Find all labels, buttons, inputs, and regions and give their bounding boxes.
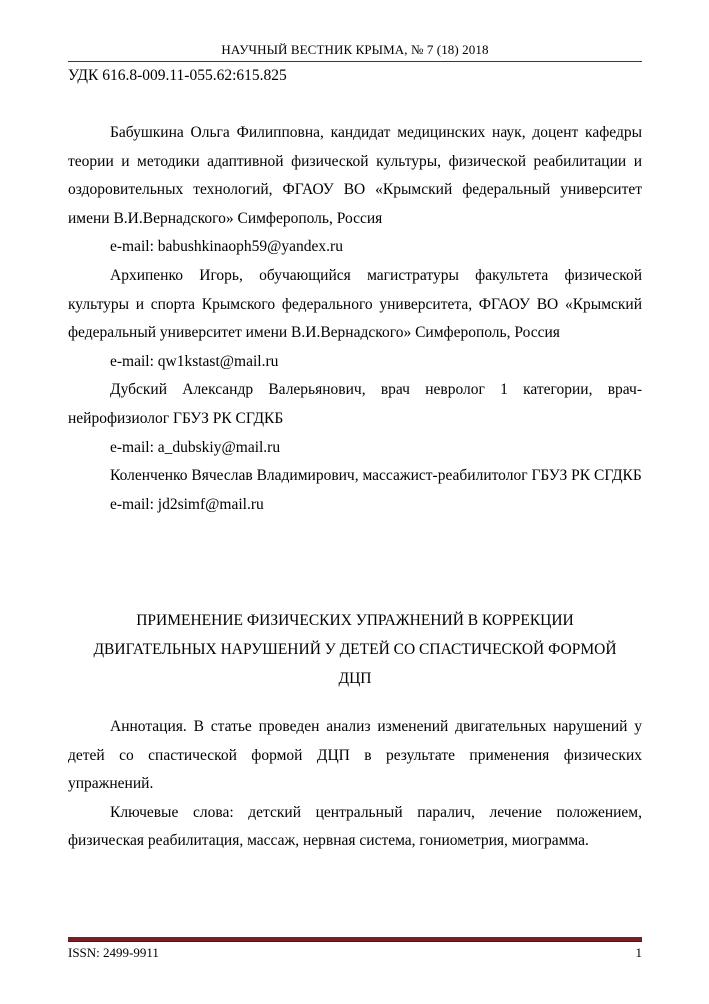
author-info: Бабушкина Ольга Филипповна, кандидат медицинских наук, доцент кафедры теории и методики адаптивной физической культуры, физической реабилитации и оздоровительных технологий, ФГАОУ ВО «Крымский федеральный университет имени В.И.Вернадского» Симферополь, Россия xyxy=(68,124,642,227)
header-divider xyxy=(68,61,642,62)
udk-code: УДК 616.8-009.11-055.62:615.825 xyxy=(68,67,287,84)
author-email: e-mail: jd2simf@mail.ru xyxy=(110,495,264,513)
author-email: e-mail: qw1kstast@mail.ru xyxy=(110,352,279,370)
article-title xyxy=(68,606,642,693)
author-info: Дубский Александр Валерьянович, врач невролог 1 категории, врач-нейрофизиолог ГБУЗ РК СГДКБ xyxy=(68,381,642,427)
page-number: 1 xyxy=(635,945,642,960)
author-email: e-mail: a_dubskiy@mail.ru xyxy=(110,438,281,456)
footer-divider xyxy=(68,937,642,941)
author-email: e-mail: babushkinaoph59@yandex.ru xyxy=(110,238,343,256)
journal-header: НАУЧНЫЙ ВЕСТНИК КРЫМА, № 7 (18) 2018 xyxy=(221,42,489,57)
title-line: ДВИГАТЕЛЬНЫХ НАРУШЕНИЙ У ДЕТЕЙ СО СПАСТИЧЕСКОЙ ФОРМОЙ xyxy=(93,641,617,658)
author-info: Архипенко Игорь, обучающийся магистратуры факультета физической культуры и спорта Крымского федерального университета, ФГАОУ ВО «Крымский федеральный университет имени В.И.Вернадского» Симферополь, Россия xyxy=(68,266,642,342)
keywords-text: Ключевые слова: детский центральный паралич, лечение положением, физическая реабилитация, массаж, нервная система, гониометрия, миограмма. xyxy=(68,803,642,850)
title-line: ПРИМЕНЕНИЕ ФИЗИЧЕСКИХ УПРАЖНЕНИЙ В КОРРЕКЦИИ xyxy=(136,612,574,629)
abstract-text: Аннотация. В статье проведен анализ изменений двигательных нарушений у детей со спастической формой ДЦП в результате применения физических упражнений. xyxy=(68,718,642,793)
abstract-block xyxy=(68,713,642,856)
author-info: Коленченко Вячеслав Владимирович, массажист-реабилитолог ГБУЗ РК СГДКБ xyxy=(110,467,642,485)
title-line: ДЦП xyxy=(338,670,372,687)
issn-label: ISSN: 2499-9911 xyxy=(68,945,159,960)
authors-block xyxy=(68,119,642,519)
